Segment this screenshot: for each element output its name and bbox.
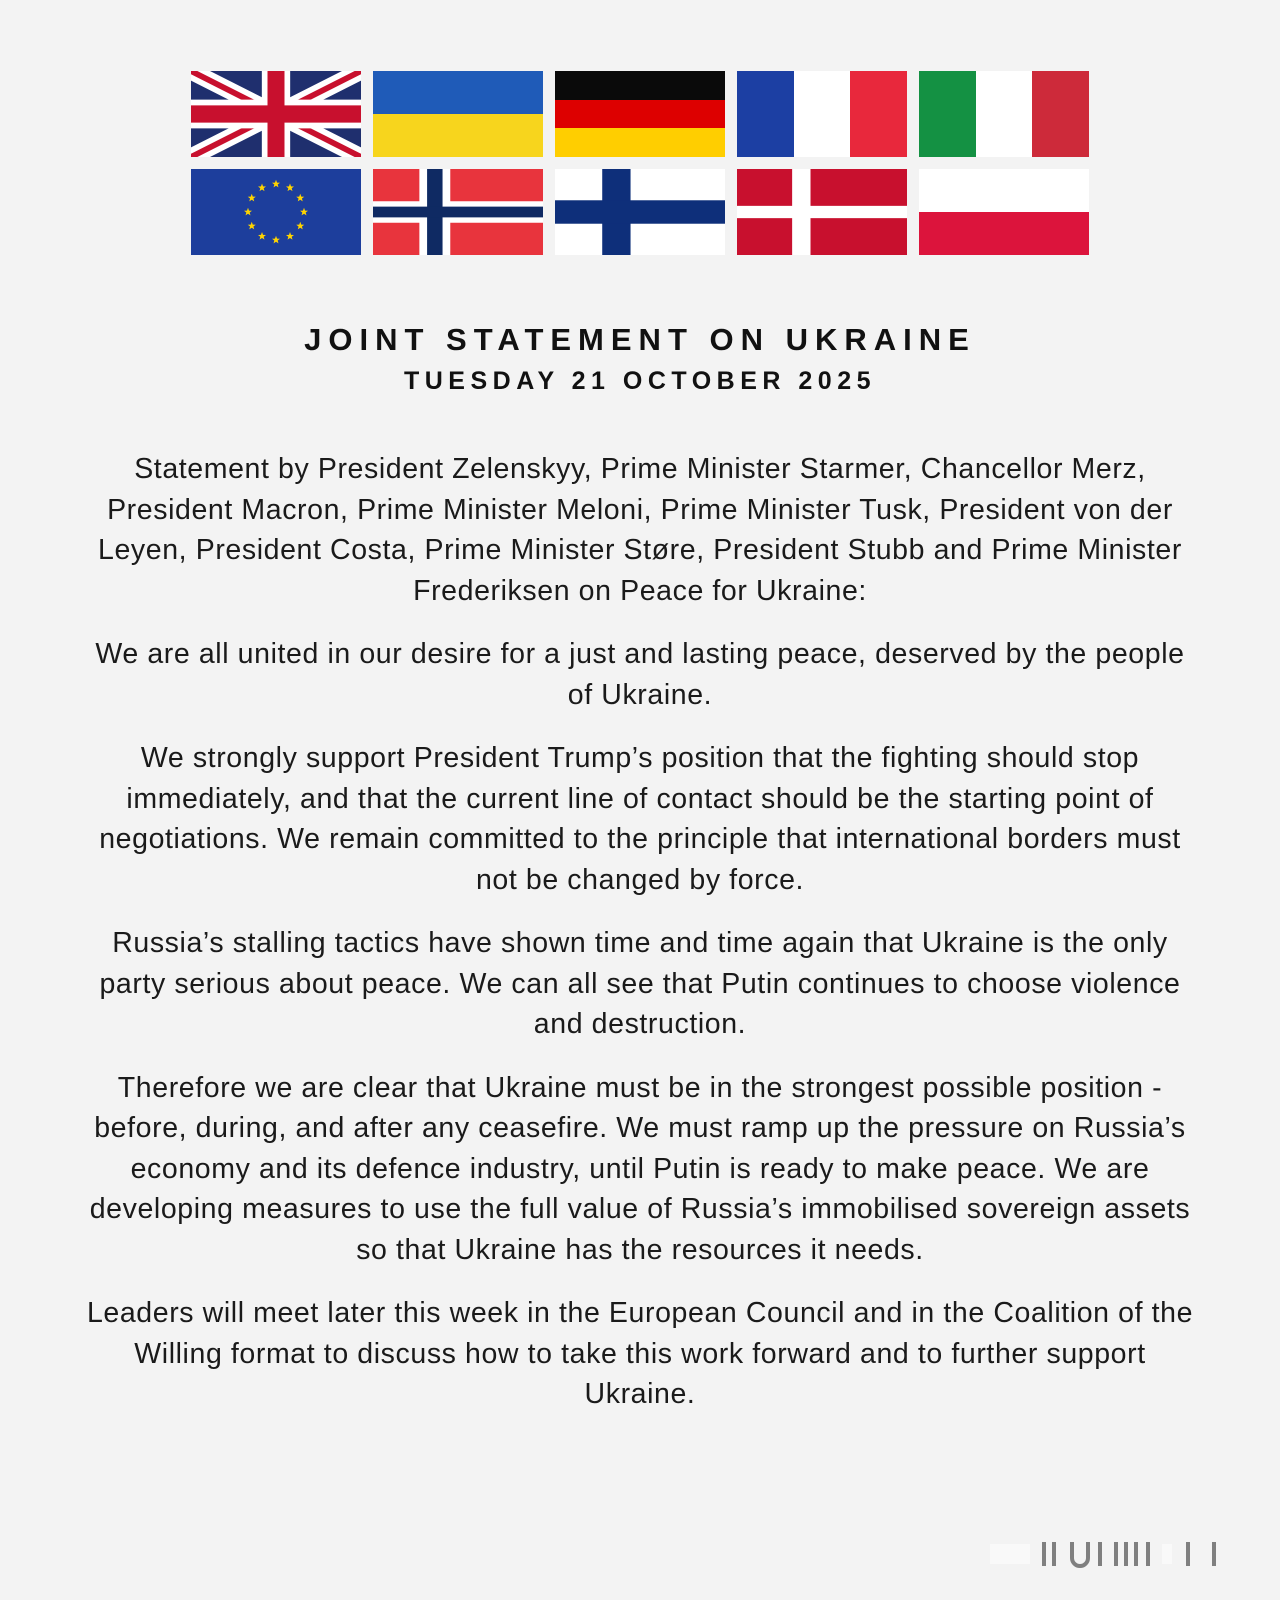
finland-flag-icon xyxy=(555,169,725,255)
eu-flag-icon xyxy=(191,169,361,255)
italy-flag-icon xyxy=(919,71,1089,157)
paragraph-united: We are all united in our desire for a just and lasting peace, deserved by the people of Ukraine. xyxy=(95,638,1185,711)
france-flag-icon xyxy=(737,71,907,157)
germany-flag-icon xyxy=(555,71,725,157)
watermark xyxy=(982,1534,1242,1574)
poland-flag-icon xyxy=(919,169,1089,255)
statement-body xyxy=(80,449,1200,1438)
paragraph-russia: Russia’s stalling tactics have shown time and time again that Ukraine is the only party serious about peace. We can all see that Putin continues to choose violence and destruction. xyxy=(99,927,1181,1040)
uk-flag-icon xyxy=(191,71,361,157)
paragraph-signatories: Statement by President Zelenskyy, Prime Minister Starmer, Chancellor Merz, President Macron, Prime Minister Meloni, Prime Minister Tusk, President von der Leyen, President Costa, Prime Minister Støre, President Stubb and Prime Minister Frederiksen on Peace for Ukraine: xyxy=(98,453,1182,607)
statement-date: TUESDAY 21 OCTOBER 2025 xyxy=(403,367,877,395)
paragraph-support: We strongly support President Trump’s position that the fighting should stop immediately, and that the current line of contact should be the starting point of negotiations. We remain committed to the principle that international borders must not be changed by force. xyxy=(99,742,1181,896)
paragraph-position: Therefore we are clear that Ukraine must be in the strongest possible position - before, during, and after any ceasefire. We must ramp up the pressure on Russia’s economy and its defence industry, until Putin is ready to make peace. We are developing measures to use the full value of Russia’s immobilised sovereign assets so that Ukraine has the resources it needs. xyxy=(89,1071,1191,1266)
page-title: JOINT STATEMENT ON UKRAINE xyxy=(304,322,976,357)
flag-grid xyxy=(191,71,1089,255)
ukraine-flag-icon xyxy=(373,71,543,157)
norway-flag-icon xyxy=(373,169,543,255)
denmark-flag-icon xyxy=(737,169,907,255)
paragraph-leaders: Leaders will meet later this week in the European Council and in the Coalition of the Willing format to discuss how to take this work forward and to further support Ukraine. xyxy=(86,1297,1194,1410)
